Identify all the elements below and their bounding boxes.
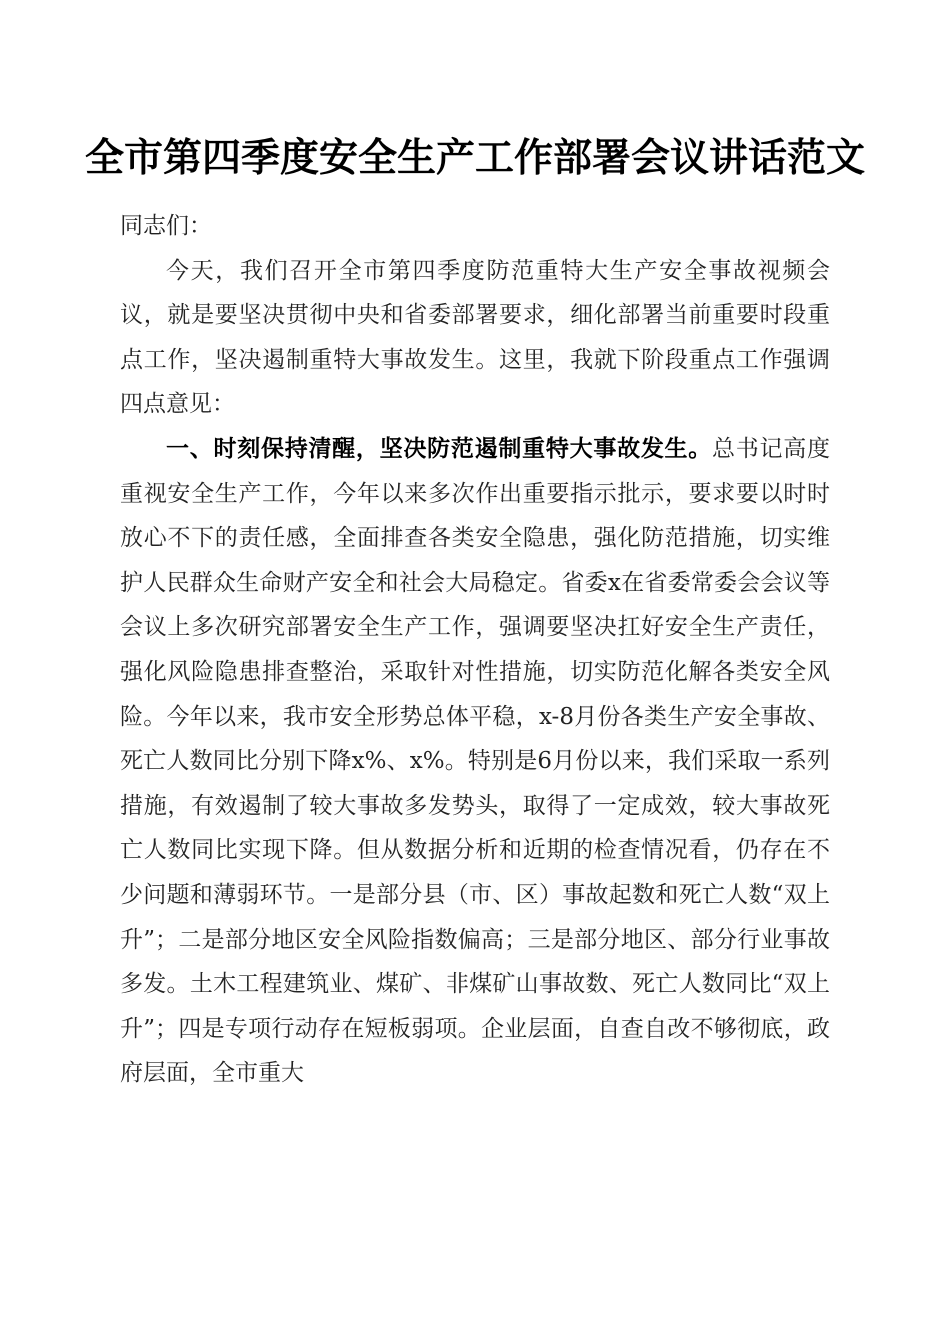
paragraph-intro: 今天，我们召开全市第四季度防范重特大生产安全事故视频会议，就是要坚决贯彻中央和省委部署要求，细化部署当前重要时段重点工作，坚决遏制重特大事故发生。这里，我就下阶段重点工作强调四点意见： — [120, 257, 830, 418]
document-title: 全市第四季度安全生产工作部署会议讲话范文 — [84, 135, 865, 181]
document-body — [120, 204, 830, 1096]
salutation: 同志们： — [120, 213, 212, 239]
paragraph-section-1 — [120, 427, 830, 1096]
section-1-heading: 一、时刻保持清醒，坚决防范遏制重特大事故发生。 — [166, 435, 713, 462]
section-1-body: 总书记高度重视安全生产工作，今年以来多次作出重要指示批示，要求要以时时放心不下的责任感，全面排查各类安全隐患，强化防范措施，切实维护人民群众生命财产安全和社会大局稳定。省委x在省委常委会会议等会议上多次研究部署安全生产工作，强调要坚决扛好安全生产责任，强化风险隐患排查整治，采取针对性措施，切实防范化解各类安全风险。今年以来，我市安全形势总体平稳，x-8月份各类生产安全事故、死亡人数同比分别下降x%、x%。特别是6月份以来，我们采取一系列措施，有效遏制了较大事故多发势头，取得了一定成效，较大事故死亡人数同比实现下降。但从数据分析和近期的检查情况看，仍存在不少问题和薄弱环节。一是部分县（市、区）事故起数和死亡人数“双上升”；二是部分地区安全风险指数偏高；三是部分地区、部分行业事故多发。土木工程建筑业、煤矿、非煤矿山事故数、死亡人数同比“双上升”；四是专项行动存在短板弱项。企业层面，自查自改不够彻底，政府层面，全市重大 — [120, 435, 831, 1087]
